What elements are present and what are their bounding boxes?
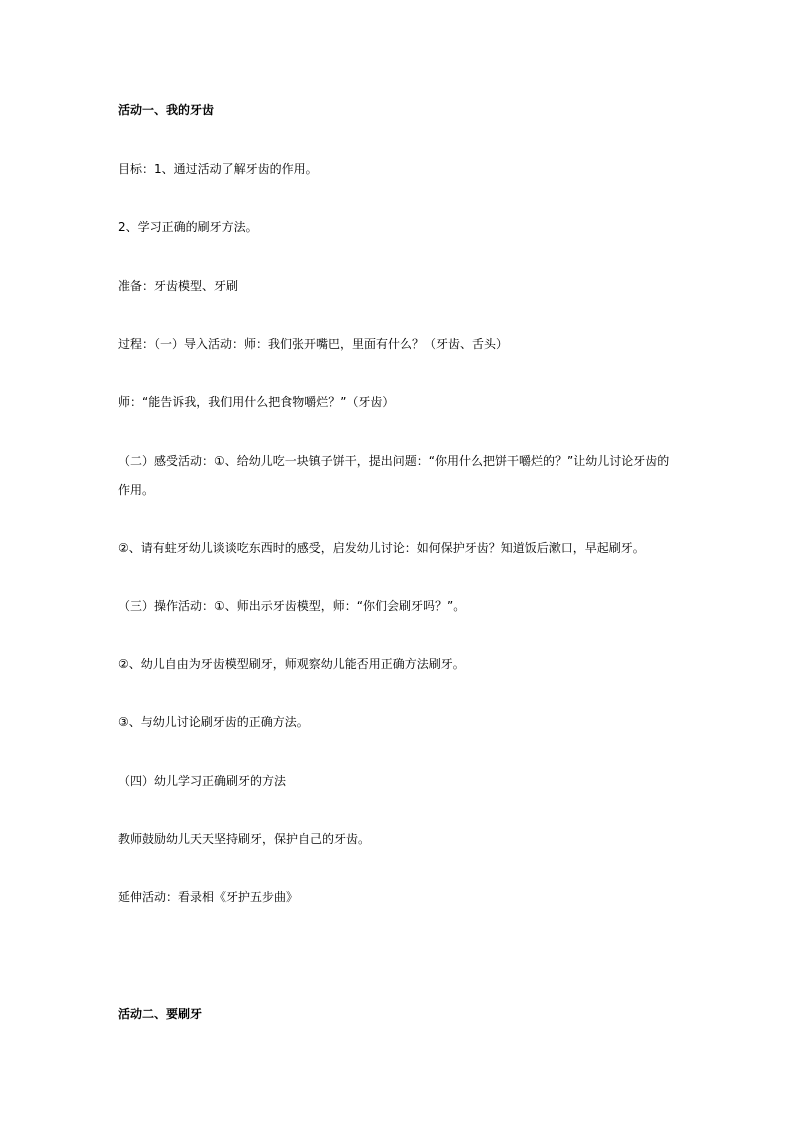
teacher-question: 师：“能告诉我，我们用什么把食物嚼烂？”（牙齿） — [118, 395, 395, 409]
activity-one-title: 活动一、我的牙齿 — [118, 103, 215, 117]
operation-item2: ②、幼儿自由为牙齿模型刷牙，师观察幼儿能否用正确方法刷牙。 — [118, 657, 465, 671]
goal-one: 目标：1、通过活动了解牙齿的作用。 — [118, 162, 318, 176]
operation-activity: （三）操作活动：①、师出示牙齿模型，师：“你们会刷牙吗？”。 — [118, 599, 466, 613]
process-intro: 过程：（一）导入活动：师：我们张开嘴巴，里面有什么？（牙齿、舌头） — [118, 337, 509, 351]
operation-item3: ③、与幼儿讨论刷牙齿的正确方法。 — [118, 715, 309, 729]
feeling-activity-line2: 作用。 — [118, 483, 155, 497]
feeling-activity-line1: （二）感受活动：①、给幼儿吃一块镇子饼干，提出问题：“你用什么把饼干嚼烂的？”让幼儿讨论牙齿的 — [118, 454, 670, 468]
goal-two: 2、学习正确的刷牙方法。 — [118, 220, 258, 234]
extension-activity: 延伸活动：看录相《牙护五步曲》 — [118, 890, 299, 904]
activity-two-title: 活动二、要刷牙 — [118, 1007, 203, 1021]
preparation: 准备：牙齿模型、牙刷 — [118, 279, 239, 293]
learning-activity: （四）幼儿学习正确刷牙的方法 — [118, 774, 287, 788]
teacher-encouragement: 教师鼓励幼儿天天坚持刷牙，保护自己的牙齿。 — [118, 832, 371, 846]
feeling-activity-item2: ②、请有蛀牙幼儿谈谈吃东西时的感受，启发幼儿讨论：如何保护牙齿？知道饭后漱口，早起刷牙。 — [118, 541, 645, 555]
